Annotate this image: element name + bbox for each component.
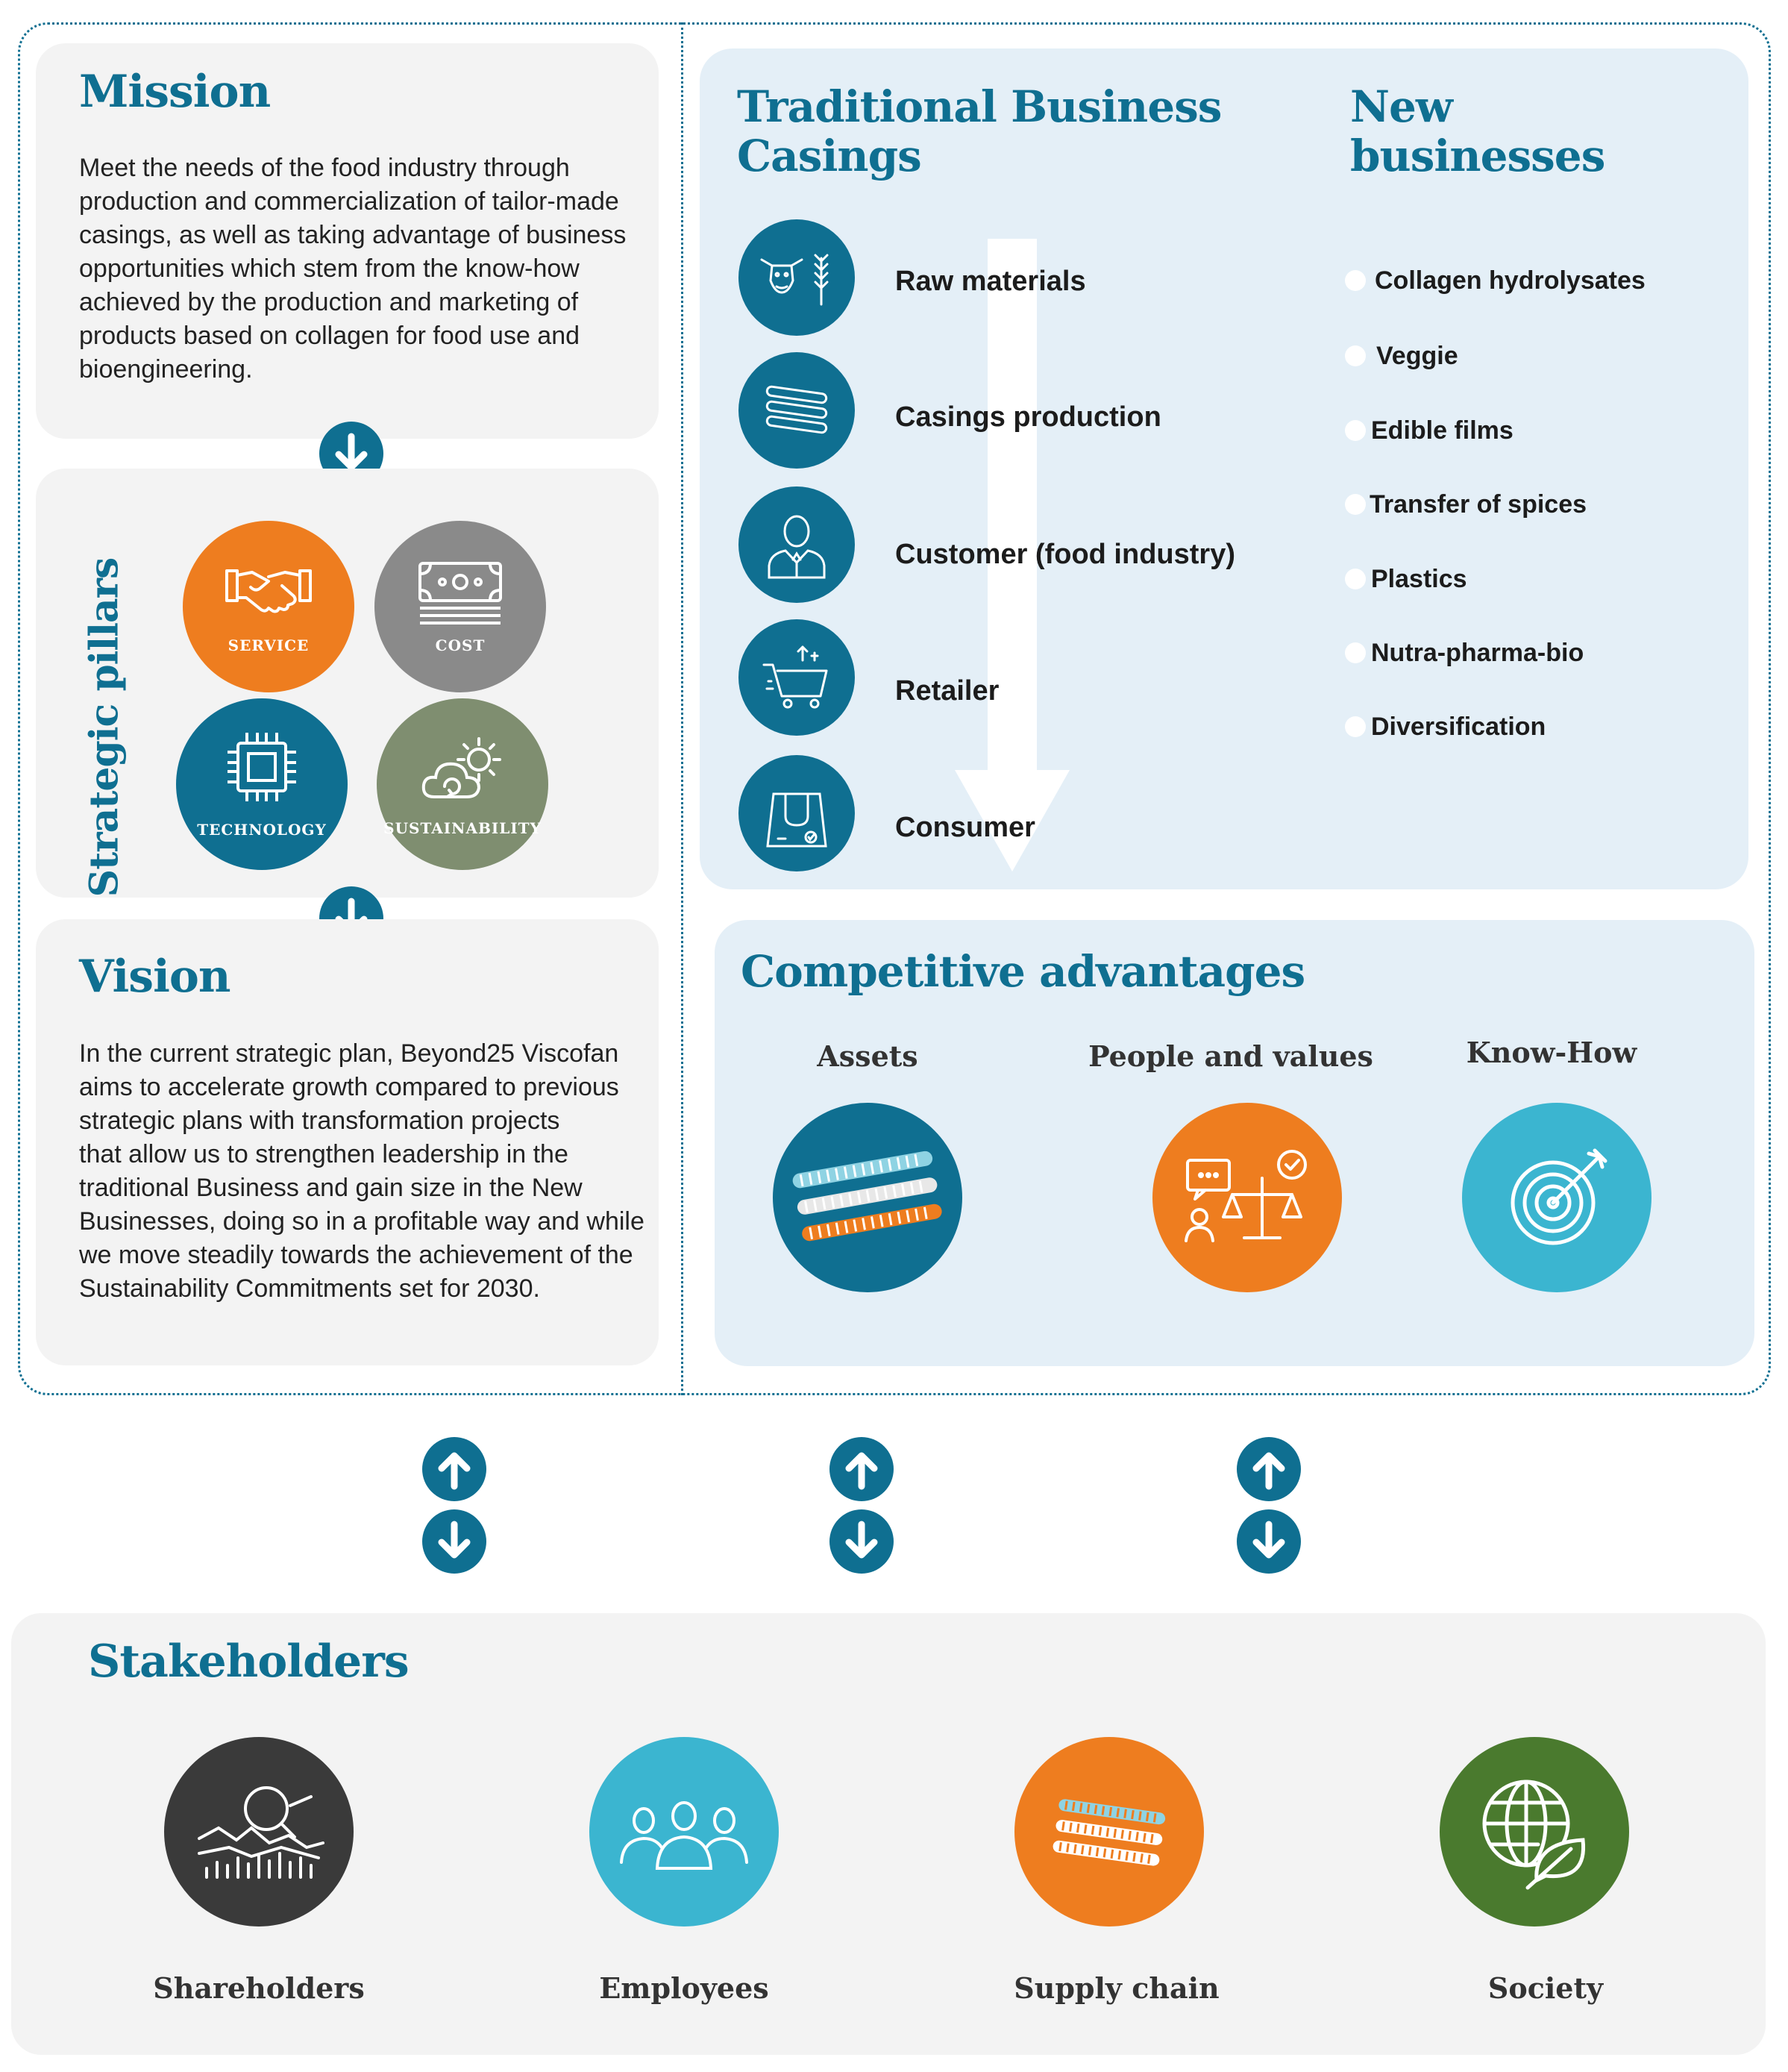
vision-line: traditional Business and gain size in the New [79, 1174, 583, 1202]
traditional-title [737, 82, 1221, 181]
vision-line: that allow us to strengthen leadership in the [79, 1140, 568, 1168]
stakeholder-shareholders-label: Shareholders [153, 1971, 365, 2005]
stakeholder-supply-chain-label: Supply chain [1014, 1971, 1220, 2005]
advantage-knowhow [1462, 1103, 1651, 1292]
mission-line: Meet the needs of the food industry through [79, 154, 570, 182]
casings-icon [1050, 1791, 1169, 1873]
stakeholder-employees-label: Employees [599, 1971, 769, 2005]
vision-line: aims to accelerate growth compared to previous [79, 1073, 619, 1101]
globe-leaf-icon [1471, 1768, 1598, 1895]
vision-line: we move steadily towards the achievement of the [79, 1241, 633, 1269]
pillar-sustainability [377, 698, 548, 870]
up-arrow-icon [422, 1437, 486, 1501]
new-business-item: Diversification [1371, 713, 1546, 741]
new-businesses-title-line: businesses [1350, 131, 1605, 181]
competitive-title: Competitive advantages [741, 946, 1305, 997]
down-arrow-icon [829, 1509, 894, 1574]
advantage-assets [773, 1103, 962, 1292]
chip-icon [225, 730, 299, 804]
mission-line: casings, as well as taking advantage of business [79, 221, 627, 249]
stakeholder-shareholders [164, 1737, 354, 1927]
new-business-item: Transfer of spices [1370, 490, 1587, 519]
scales-people-icon [1180, 1145, 1314, 1250]
new-business-item: Collagen hydrolysates [1375, 266, 1646, 295]
vision-line: Sustainability Commitments set for 2030. [79, 1274, 540, 1303]
pillar-technology-label: TECHNOLOGY [197, 821, 327, 839]
vision-line: In the current strategic plan, Beyond25 Viscofan [79, 1039, 619, 1068]
mission-text [79, 151, 646, 386]
stakeholder-society-label: Society [1487, 1971, 1604, 2005]
stakeholder-supply-chain [1014, 1737, 1204, 1927]
down-arrow-icon [1237, 1509, 1301, 1574]
step-consumer-icon [738, 755, 855, 871]
pillar-service [183, 521, 354, 692]
pillar-technology [176, 698, 348, 870]
bullet-icon [1345, 716, 1366, 737]
vision-line: Businesses, doing so in a profitable way and while [79, 1207, 644, 1236]
new-business-item: Veggie [1376, 342, 1458, 370]
advantage-people [1152, 1103, 1342, 1292]
step-retailer-label: Retailer [895, 675, 1000, 707]
casings-icon [789, 1145, 946, 1250]
traditional-title-line: Casings [737, 131, 921, 181]
target-icon [1501, 1142, 1613, 1253]
bullet-icon [1345, 270, 1366, 291]
bullet-icon [1345, 420, 1366, 441]
cloud-sun-icon [418, 731, 507, 806]
people-icon [617, 1791, 751, 1873]
new-business-item: Nutra-pharma-bio [1371, 639, 1584, 667]
step-raw-materials-label: Raw materials [895, 266, 1086, 297]
new-businesses-title-line: New [1350, 81, 1452, 132]
bullet-icon [1345, 642, 1366, 663]
step-customer-label: Customer (food industry) [895, 539, 1235, 570]
advantage-assets-label: Assets [817, 1039, 918, 1073]
pillar-cost-label: COST [435, 636, 486, 654]
mission-line: bioengineering. [79, 355, 253, 384]
mission-line: achieved by the production and marketing of [79, 288, 579, 316]
advantage-people-label: People and values [1088, 1039, 1373, 1073]
up-arrow-icon [1237, 1437, 1301, 1501]
banknote-icon [415, 559, 505, 626]
vision-line: strategic plans with transformation projects [79, 1107, 560, 1135]
new-business-item: Edible films [1371, 416, 1513, 445]
stakeholder-society [1440, 1737, 1629, 1927]
stakeholder-employees [589, 1737, 779, 1927]
step-consumer-label: Consumer [895, 812, 1035, 843]
up-arrow-icon [829, 1437, 894, 1501]
traditional-title-line: Traditional Business [737, 81, 1222, 132]
advantage-knowhow-label: Know-How [1466, 1036, 1637, 1069]
pillar-cost [374, 521, 546, 692]
step-casings-production-label: Casings production [895, 401, 1161, 433]
frame-divider [681, 22, 683, 1395]
vision-title: Vision [79, 951, 230, 1003]
pillar-sustainability-label: SUSTAINABILITY [383, 819, 542, 837]
mission-line: opportunities which stem from the know-how [79, 254, 580, 283]
mission-line: products based on collagen for food use and [79, 322, 580, 350]
stakeholders-title: Stakeholders [88, 1636, 409, 1688]
mission-panel [36, 43, 659, 439]
bullet-icon [1345, 569, 1366, 589]
step-raw-materials-icon [738, 219, 855, 336]
pillars-panel [36, 469, 659, 898]
step-casings-production-icon [738, 352, 855, 469]
vision-panel [36, 919, 659, 1365]
down-arrow-icon [422, 1509, 486, 1574]
mission-title: Mission [79, 66, 271, 118]
step-retailer-icon [738, 619, 855, 736]
handshake-icon [224, 559, 313, 619]
mission-line: production and commercialization of tailor-made [79, 187, 619, 216]
pillars-title: Strategic pillars [81, 557, 128, 898]
bullet-icon [1345, 494, 1366, 515]
bullet-icon [1345, 345, 1366, 366]
analytics-icon [192, 1776, 326, 1888]
pillar-service-label: SERVICE [228, 636, 310, 654]
new-business-item: Plastics [1371, 565, 1467, 593]
new-businesses-title [1350, 82, 1605, 181]
vision-text [79, 1037, 653, 1306]
step-customer-icon [738, 486, 855, 603]
